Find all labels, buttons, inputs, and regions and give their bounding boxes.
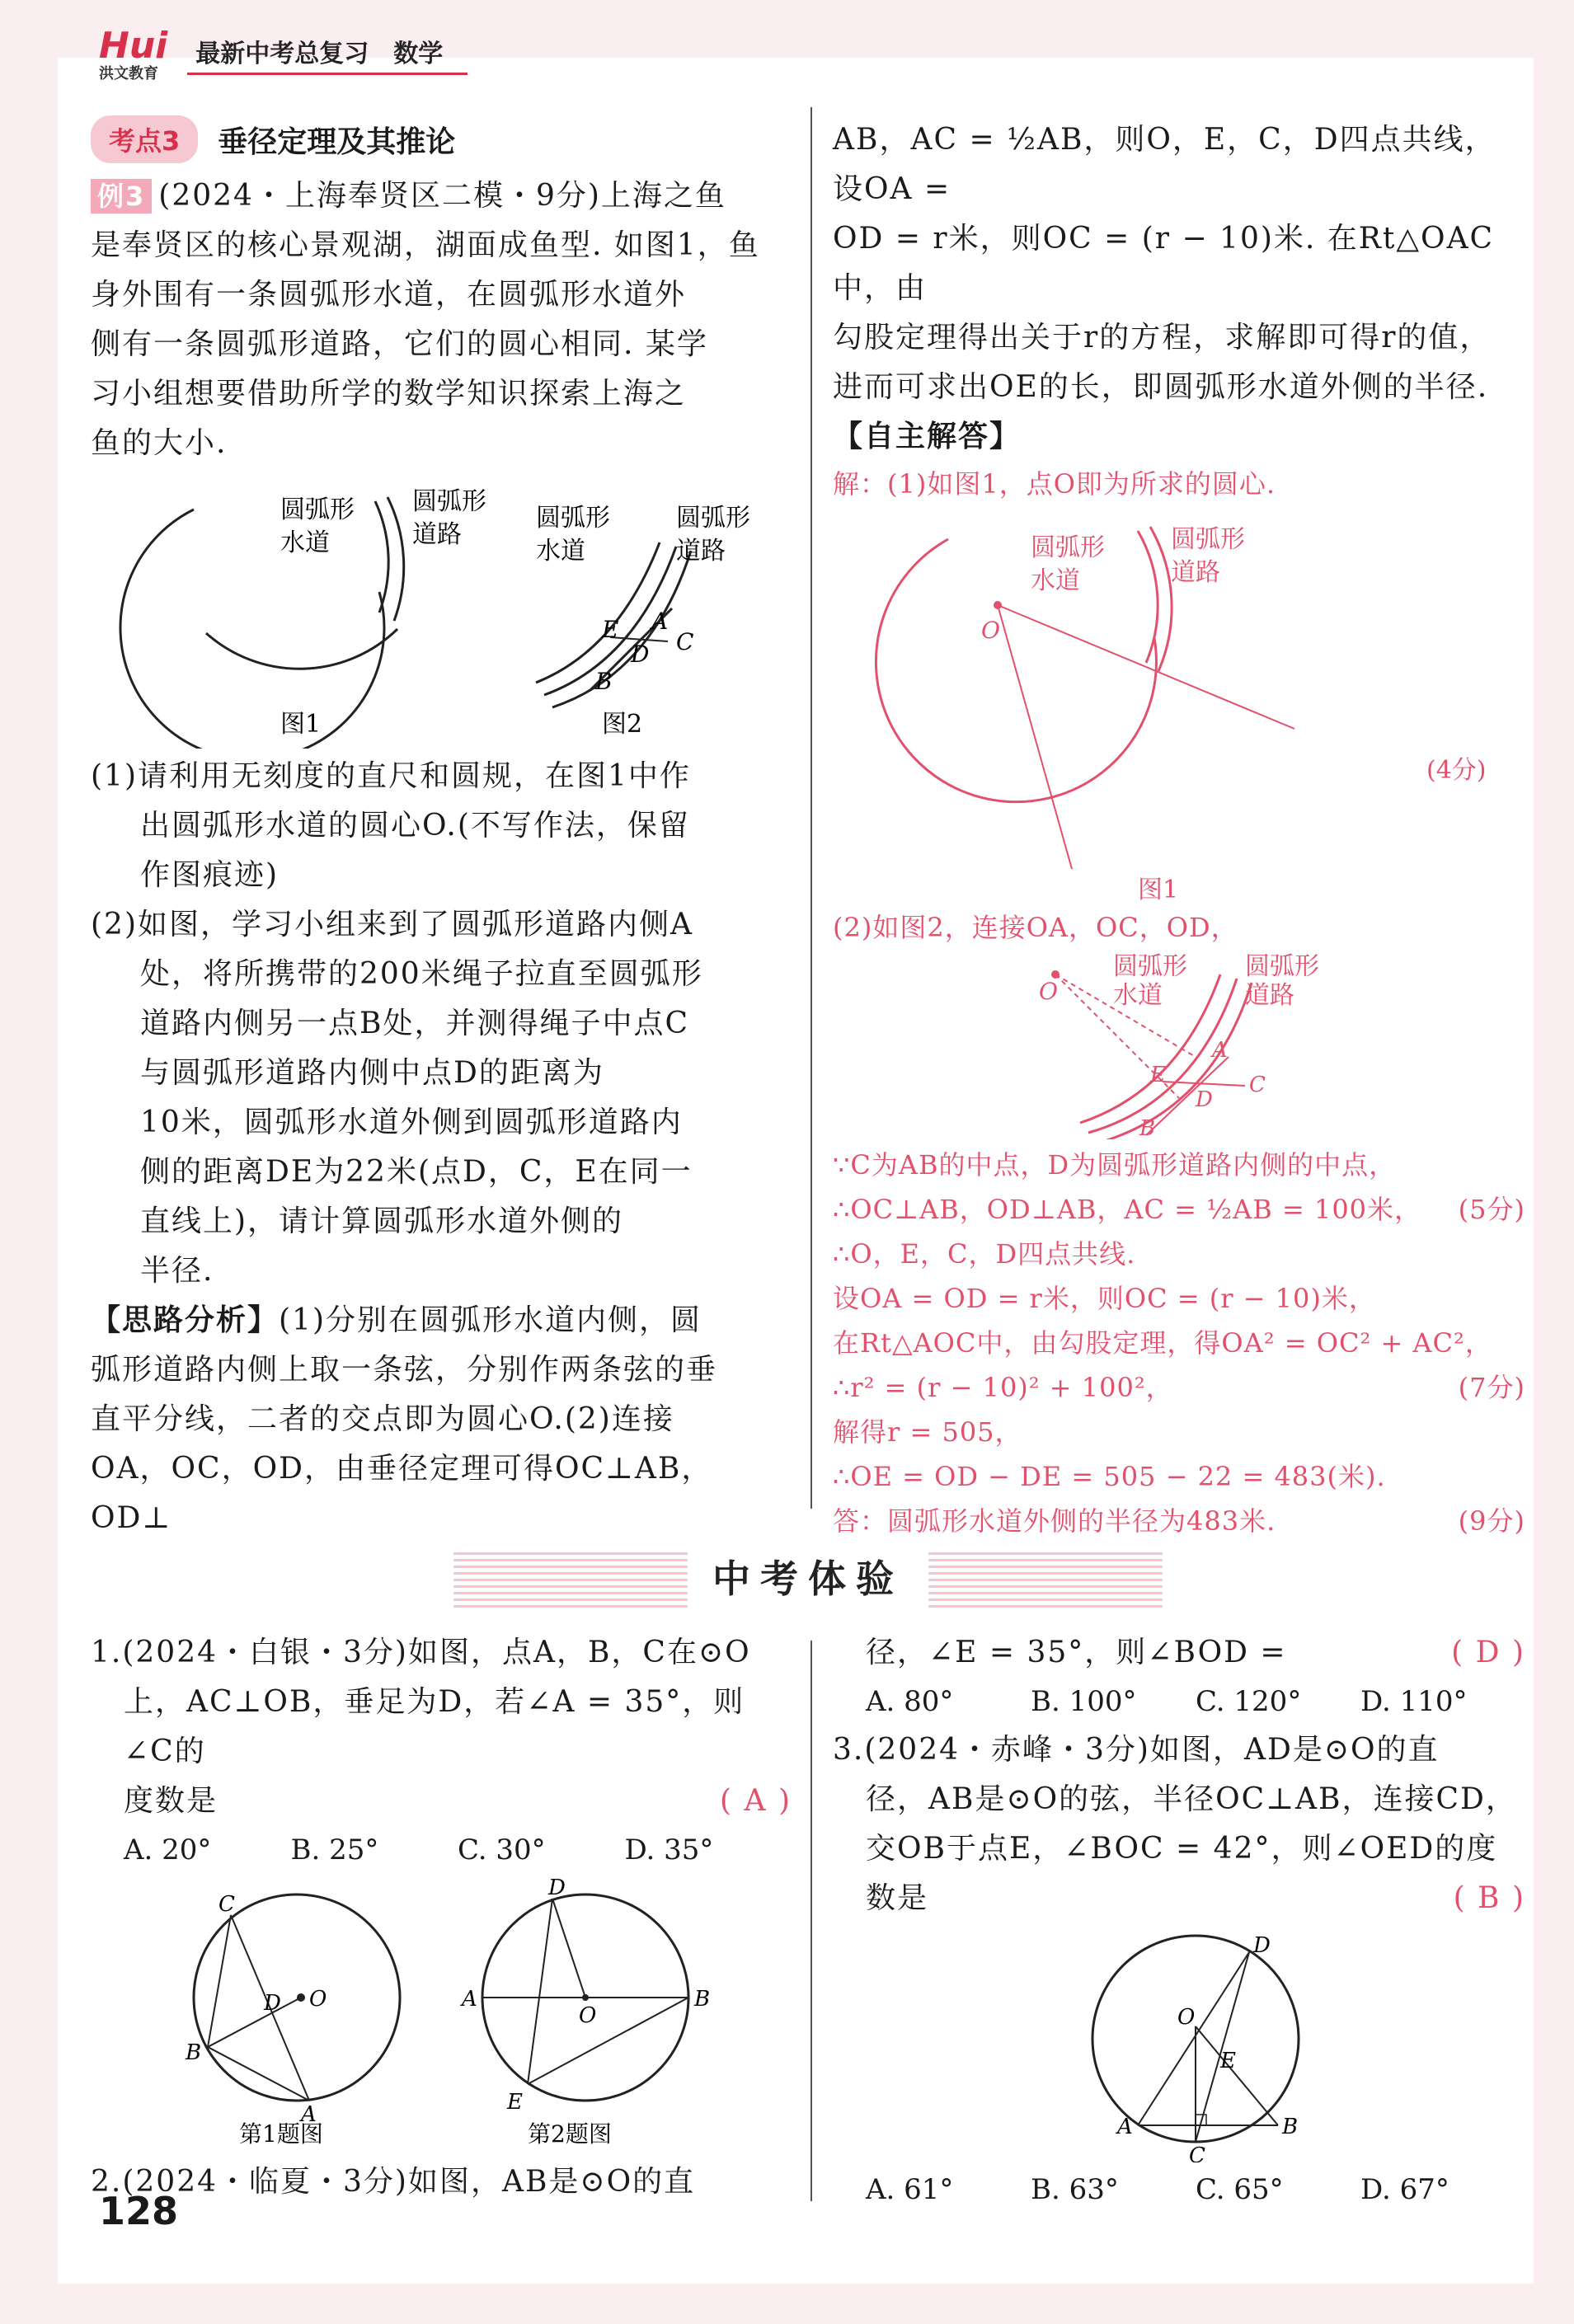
svg-text:B: B xyxy=(186,2040,202,2065)
lower-right xyxy=(833,1628,1525,2214)
stem-line: 侧有一条圆弧形道路，它们的圆心相同. 某学 xyxy=(91,327,708,361)
analysis-line: (1)分别在圆弧形水道内侧，圆 xyxy=(279,1303,702,1337)
lower-left xyxy=(91,1628,792,2207)
svg-text:C: C xyxy=(1249,1073,1266,1097)
svg-text:A: A xyxy=(462,1987,477,2012)
stem-line: 鱼的大小. xyxy=(91,426,228,460)
analysis-cont-line: 进而可求出OE的长，即圆弧形水道外侧的半径. xyxy=(833,370,1489,404)
solution-step: ∴O，E，C，D四点共线. xyxy=(833,1238,1136,1270)
solution-figure-2 xyxy=(833,950,1525,1139)
svg-text:E: E xyxy=(1220,2049,1236,2073)
svg-text:E: E xyxy=(1150,1063,1166,1087)
svg-text:O: O xyxy=(309,1987,327,2012)
self-answer-label: 【自主解答】 xyxy=(833,420,1022,453)
q2-line: 与圆弧形道路内侧中点D的距离为 xyxy=(140,1056,604,1090)
svg-text:B: B xyxy=(595,668,613,695)
fig-problem-2 xyxy=(460,1876,710,2146)
svg-text:E: E xyxy=(507,2090,523,2115)
svg-text:D: D xyxy=(631,641,650,668)
question-1 xyxy=(91,752,792,900)
problem-3 xyxy=(833,1725,1525,1923)
p3-line: 3.(2024・赤峰・3分)如图，AD是⊙O的直 xyxy=(833,1733,1440,1767)
label-waterway: 圆弧形 xyxy=(536,504,610,533)
p2-answer: ( D ) xyxy=(1451,1636,1525,1669)
p1-line: 1.(2024・白银・3分)如图，点A，B，C在⊙O xyxy=(91,1636,751,1669)
left-column xyxy=(91,99,792,1543)
solution-step: 答：圆弧形水道外侧的半径为483米. (9分) xyxy=(833,1505,1525,1537)
svg-text:A: A xyxy=(1117,2115,1133,2139)
label-road: 圆弧形 xyxy=(412,487,486,516)
problem-2-cont xyxy=(833,1628,1525,1725)
label-waterway: 圆弧形 xyxy=(280,495,355,524)
svg-text:C: C xyxy=(218,1892,235,1917)
p3-line: 径，AB是⊙O的弦，半径OC⊥AB，连接CD， xyxy=(866,1782,1517,1816)
analysis-line: 直平分线，二者的交点即为圆心O.(2)连接 xyxy=(91,1402,674,1436)
solution-part1: 解：(1)如图1，点O即为所求的圆心. xyxy=(833,468,1276,500)
label-road: 道路 xyxy=(676,537,726,566)
label-waterway: 水道 xyxy=(280,528,330,557)
p3-line: 数是 xyxy=(866,1881,929,1915)
p1-line: 度数是 xyxy=(124,1784,218,1818)
p3-line: 交OB于点E，∠BOC = 42°，则∠OED的度 xyxy=(866,1832,1498,1866)
q1-line: (1)请利用无刻度的直尺和圆规，在图1中作 xyxy=(91,759,691,793)
fig-problem-3 xyxy=(833,1923,1525,2162)
solution-step: 解得r = 505， xyxy=(833,1416,1022,1448)
p3-answer: ( B ) xyxy=(1453,1881,1525,1915)
analysis-line: OA，OC，OD，由垂径定理可得OC⊥AB，OD⊥ xyxy=(91,1452,713,1535)
svg-text:E: E xyxy=(602,616,619,643)
problem-1 xyxy=(91,1628,792,1874)
svg-text:O: O xyxy=(1039,978,1058,1005)
svg-text:A: A xyxy=(1212,1038,1228,1063)
header-title: 最新中考总复习 数学 xyxy=(187,33,468,75)
caption-fig2: 图2 xyxy=(602,710,643,739)
svg-text:A: A xyxy=(301,2102,317,2127)
p2-options: A. 80° B. 100° C. 120° D. 110° xyxy=(866,1685,1468,1718)
solution-part2: (2)如图2，连接OA，OC，OD， xyxy=(833,912,1238,943)
right-column xyxy=(833,115,1525,1543)
label-road: 道路 xyxy=(1245,981,1294,1010)
solution-step: ∴OE = OD − DE = 505 − 22 = 483(米). xyxy=(833,1461,1386,1492)
figure-2 xyxy=(536,504,750,739)
figure-1 xyxy=(120,487,486,749)
svg-text:B: B xyxy=(694,1987,711,2012)
p1-options: A. 20° B. 25° C. 30° D. 35° xyxy=(124,1833,714,1866)
svg-text:C: C xyxy=(1189,2143,1205,2162)
column-divider-lower xyxy=(810,1641,812,2201)
label-waterway: 水道 xyxy=(536,537,585,566)
label-road: 圆弧形 xyxy=(1245,952,1319,981)
caption-fig1: 图1 xyxy=(280,710,322,739)
label-road: 圆弧形 xyxy=(676,504,750,533)
svg-text:O: O xyxy=(579,2003,597,2028)
q2-line: 10米，圆弧形水道外侧到圆弧形道路内 xyxy=(140,1106,683,1139)
q2-line: 侧的距离DE为22米(点D，C，E在同一 xyxy=(140,1155,693,1189)
stem-line: (2024・上海奉贤区二模・9分)上海之鱼 xyxy=(158,179,726,213)
analysis-cont-line: 勾股定理得出关于r的方程，求解即可得r的值， xyxy=(833,321,1492,354)
q1-line: 出圆弧形水道的圆心O.(不写作法，保留 xyxy=(140,809,690,843)
stem-line: 习小组想要借助所学的数学知识探索上海之 xyxy=(91,377,687,411)
svg-text:O: O xyxy=(1177,2005,1196,2030)
example-figures xyxy=(91,468,792,749)
label-road: 道路 xyxy=(412,520,462,549)
example-3-stem xyxy=(91,171,792,468)
svg-text:A: A xyxy=(651,608,669,635)
solution-steps xyxy=(833,1143,1525,1543)
label-waterway: 水道 xyxy=(1031,566,1080,595)
problem-figures-1-2 xyxy=(91,1874,792,2146)
section-title: 中考体验 xyxy=(688,1550,928,1608)
logo: Hui 洪文教育 xyxy=(99,24,168,82)
key-point-heading xyxy=(91,115,792,163)
fig-problem-1 xyxy=(185,1892,400,2146)
q2-line: (2)如图，学习小组来到了圆弧形道路内侧A xyxy=(91,908,693,941)
solution-figure-1 xyxy=(833,506,1525,902)
solution-step: ∵C为AB的中点，D为圆弧形道路内侧的中点， xyxy=(833,1149,1397,1181)
solution-fig1-caption: 图1 xyxy=(1138,876,1179,902)
analysis-line: 弧形道路内侧上取一条弦，分别作两条弦的垂 xyxy=(91,1353,718,1387)
q2-line: 道路内侧另一点B处，并测得绳子中点C xyxy=(140,1007,690,1040)
column-divider xyxy=(810,107,812,1509)
header xyxy=(99,25,468,82)
analysis-cont-line: AB，AC = ½AB，则O，E，C，D四点共线，设OA = xyxy=(833,123,1496,206)
svg-text:B: B xyxy=(1139,1116,1156,1139)
solution-step: ∴r² = (r − 10)² + 100²， (7分) xyxy=(833,1372,1525,1403)
svg-text:D: D xyxy=(1253,1933,1271,1958)
svg-text:O: O xyxy=(981,617,1000,644)
p2-caption: 第2题图 xyxy=(528,2120,612,2146)
stem-line: 是奉贤区的核心景观湖，湖面成鱼型. 如图1，鱼 xyxy=(91,228,760,262)
svg-text:C: C xyxy=(676,628,694,655)
section-banner xyxy=(453,1550,1163,1608)
label-road: 圆弧形 xyxy=(1171,525,1245,554)
q2-line: 处，将所携带的200米绳子拉直至圆弧形 xyxy=(140,957,703,991)
svg-text:D: D xyxy=(1196,1087,1213,1112)
label-waterway: 水道 xyxy=(1113,981,1163,1010)
question-2 xyxy=(91,900,792,1296)
p1-line: 上，AC⊥OB，垂足为D，若∠A = 35°，则∠C的 xyxy=(124,1685,745,1768)
label-waterway: 圆弧形 xyxy=(1031,533,1105,562)
key-point-badge: 考点3 xyxy=(91,115,198,163)
p1-caption: 第1题图 xyxy=(239,2120,323,2146)
example-badge: 例3 xyxy=(91,179,152,214)
solution-step: 在Rt△AOC中，由勾股定理，得OA² = OC² + AC²， xyxy=(833,1327,1492,1359)
q2-line: 半径. xyxy=(140,1254,214,1288)
analysis-label: 【思路分析】 xyxy=(91,1303,280,1337)
p2-cont-line: 径，∠E = 35°，则∠BOD = xyxy=(866,1636,1287,1669)
key-point-title: 垂径定理及其推论 xyxy=(218,124,456,159)
svg-text:B: B xyxy=(1282,2115,1299,2139)
stem-line: 身外围有一条圆弧形水道，在圆弧形水道外 xyxy=(91,278,687,312)
p2-line: 2.(2024・临夏・3分)如图，AB是⊙O的直 xyxy=(91,2165,696,2199)
page-number: 128 xyxy=(99,2189,179,2233)
p1-answer: ( A ) xyxy=(720,1784,792,1818)
q1-line: 作图痕迹) xyxy=(140,858,280,892)
svg-text:D: D xyxy=(548,1876,566,1900)
svg-text:D: D xyxy=(264,1991,281,2016)
score-4: (4分) xyxy=(1426,756,1487,785)
p3-options: A. 61° B. 63° C. 65° D. 67° xyxy=(866,2173,1449,2206)
label-road: 道路 xyxy=(1171,558,1220,587)
solution-step: 设OA = OD = r米，则OC = (r − 10)米， xyxy=(833,1283,1376,1314)
analysis-cont-line: OD = r米，则OC = (r − 10)米. 在Rt△OAC中，由 xyxy=(833,222,1495,305)
q2-line: 直线上)，请计算圆弧形水道外侧的 xyxy=(140,1204,624,1238)
label-waterway: 圆弧形 xyxy=(1113,952,1187,981)
analysis xyxy=(91,1296,792,1543)
solution-step: ∴OC⊥AB，OD⊥AB，AC = ½AB = 100米， (5分) xyxy=(833,1194,1525,1225)
